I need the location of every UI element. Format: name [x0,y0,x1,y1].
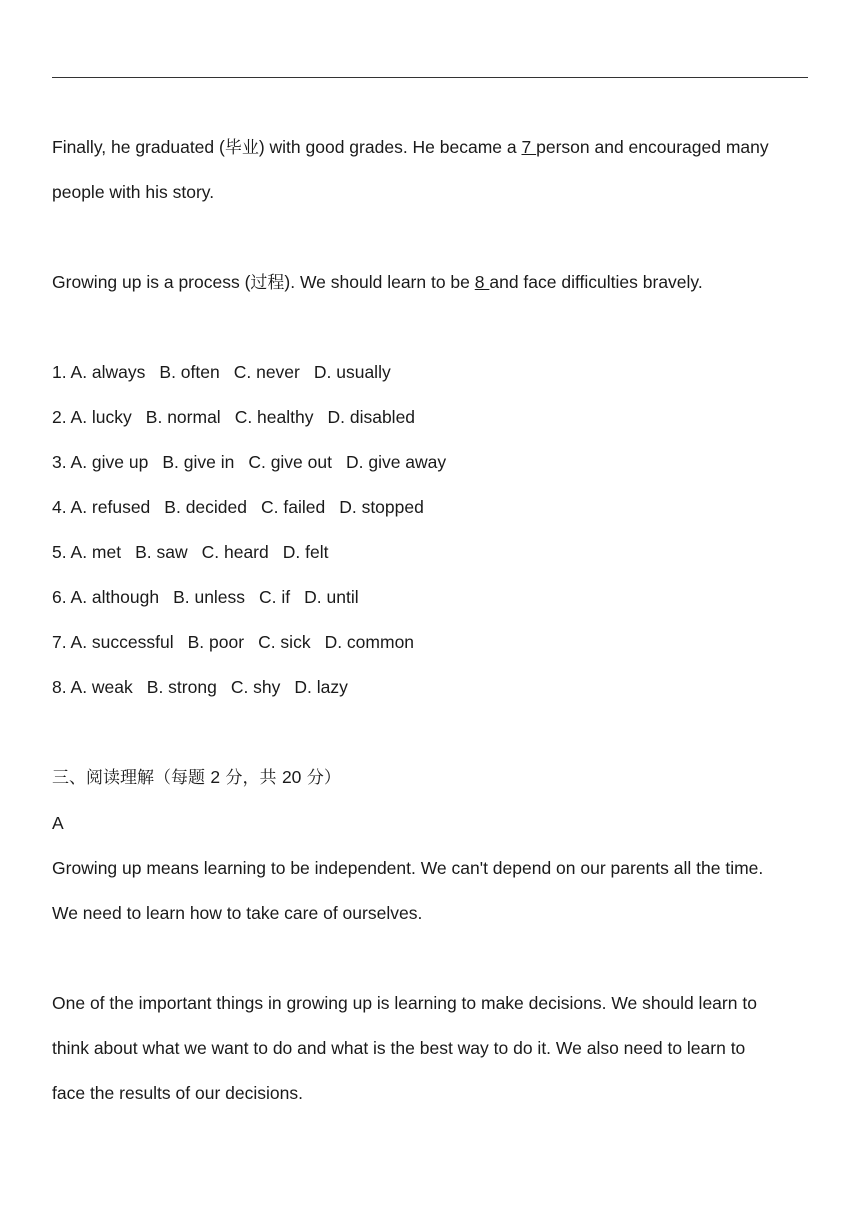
option-choice: D. until [304,587,359,607]
option-choice: D. usually [313,362,391,382]
option-choice: A. always [70,362,146,382]
option-choice: D. disabled [327,407,416,427]
option-choice: A. lucky [70,407,132,427]
option-row [52,631,414,653]
option-choice: B. saw [135,542,188,562]
option-choice: C. never [233,362,300,382]
option-row [52,496,424,518]
option-choice: C. give out [248,452,332,472]
option-number: 7. [52,632,67,652]
option-choice: A. give up [70,452,149,472]
option-choice: A. successful [70,632,174,652]
passage-line-process: Growing up is a process (过程). We should learn to be 8 and face difficulties bravely. [52,272,703,293]
option-choice: C. failed [261,497,326,517]
option-number: 8. [52,677,67,697]
option-row [52,451,446,473]
option-number: 5. [52,542,67,562]
passage-line-graduated: Finally, he graduated (毕业) with good grades. He became a 7 person and encouraged many [52,137,769,158]
option-choice: D. stopped [339,497,424,517]
option-choice: A. weak [70,677,133,697]
option-choice: C. if [259,587,291,607]
option-row [52,676,348,698]
blank-7: 7 [521,137,537,157]
option-choice: C. sick [258,632,311,652]
passage-line-story: people with his story. [52,182,215,202]
option-choice: B. strong [146,677,217,697]
reading-p1-line1: Growing up means learning to be independent. We can't depend on our parents all the time. [52,858,764,878]
option-row [52,586,359,608]
option-choice: D. lazy [294,677,348,697]
reading-p2-line2: think about what we want to do and what is the best way to do it. We also need to learn to [52,1038,746,1058]
option-choice: D. felt [282,542,329,562]
option-choice: A. met [70,542,122,562]
option-choice: C. heard [201,542,269,562]
reading-p2-line3: face the results of our decisions. [52,1083,303,1103]
reading-p2-line1: One of the important things in growing up is learning to make decisions. We should learn to [52,993,757,1013]
passage-label: A [52,813,64,833]
header-rule [52,77,808,78]
option-number: 2. [52,407,67,427]
reading-p1-line2: We need to learn how to take care of ourselves. [52,903,423,923]
option-choice: C. healthy [234,407,314,427]
option-number: 3. [52,452,67,472]
option-number: 1. [52,362,67,382]
option-choice: B. often [159,362,220,382]
option-choice: D. give away [345,452,447,472]
option-row [52,541,328,563]
option-choice: D. common [324,632,415,652]
option-row [52,406,415,428]
option-choice: B. give in [162,452,235,472]
option-row [52,361,391,383]
option-choice: B. poor [187,632,245,652]
option-number: 4. [52,497,67,517]
option-number: 6. [52,587,67,607]
option-choice: B. unless [173,587,246,607]
option-choice: C. shy [230,677,281,697]
option-choice: B. decided [164,497,247,517]
option-choice: A. refused [70,497,151,517]
blank-8: 8 [474,272,490,292]
option-choice: B. normal [145,407,221,427]
option-choice: A. although [70,587,160,607]
section-heading: 三、阅读理解（每题 2 分，共 20 分） [52,767,341,788]
